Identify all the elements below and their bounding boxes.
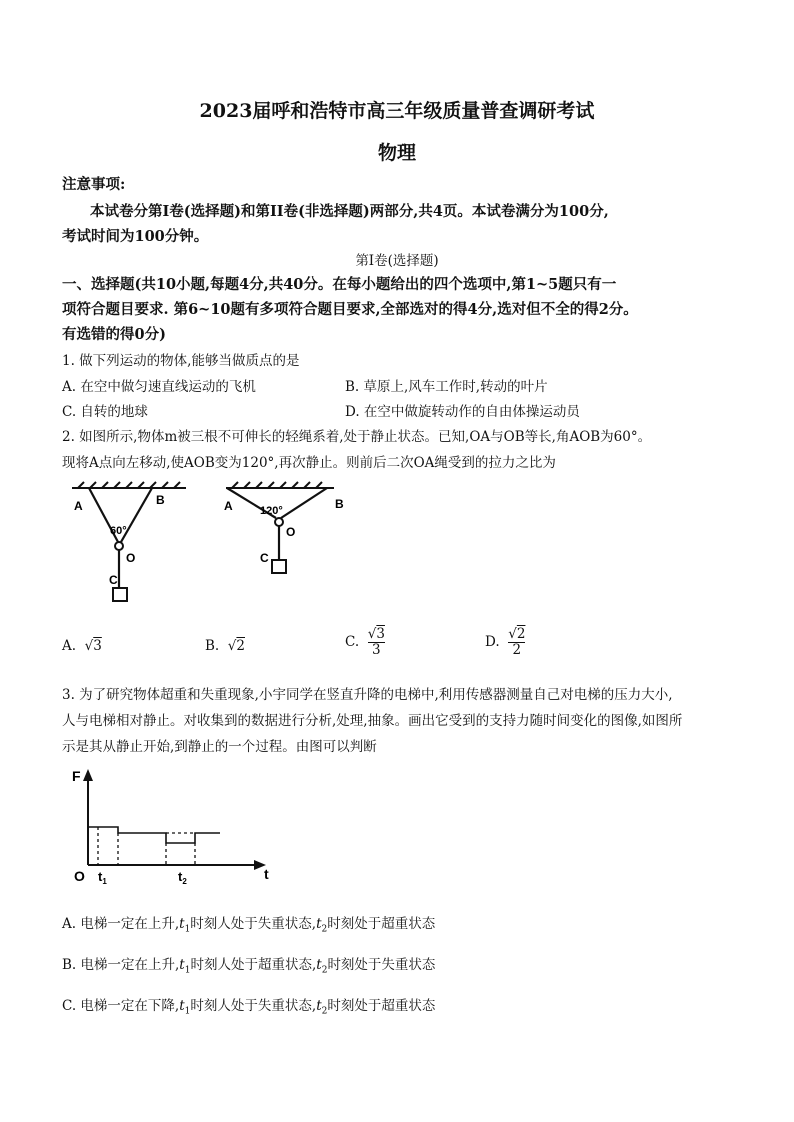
q1-option-d: D. 在空中做旋转动作的自由体操运动员 — [345, 404, 580, 420]
fig1-label-o: O — [126, 551, 136, 565]
q3-stem-1: 3. 为了研究物体超重和失重现象,小宇同学在竖直升降的电梯中,利用传感器测量自己对电梯的压力大小, — [62, 687, 673, 703]
fig2-label-a: A — [224, 499, 233, 513]
q3-stem-2: 人与电梯相对静止。对收集到的数据进行分析,处理,抽象。画出它受到的支持力随时间变化的图像,如图所 — [62, 713, 683, 729]
mass-block — [113, 588, 127, 601]
force-curve — [88, 827, 220, 843]
ceiling-hatch-2 — [226, 482, 334, 488]
q2-stem-2: 现将A点向左移动,使AOB变为120°,再次静止。则前后二次OA绳受到的拉力之比为 — [62, 455, 556, 471]
q3-force-time-graph — [68, 765, 278, 890]
q2-option-b: B. √2 — [205, 638, 245, 654]
section-intro-2: 项符合题目要求. 第6~10题有多项符合题目要求,全部选对的得4分,选对但不全的得2分。 — [62, 301, 638, 318]
fig1-label-c: C — [109, 573, 118, 587]
q3-option-b: B. 电梯一定在上升$,t_1$时刻人处于超重状态$,t_2$时刻处于失重状态 — [62, 957, 436, 976]
q1-option-b: B. 草原上,风车工作时,转动的叶片 — [345, 379, 548, 395]
q2-option-d: D. $\frac{√2}{2}$ — [485, 626, 526, 658]
notice-line-2: 考试时间为100分钟。 — [62, 228, 209, 245]
fig2-label-o: O — [286, 525, 296, 539]
q3-stem-3: 示是其从静止开始,到静止的一个过程。由图可以判断 — [62, 739, 377, 755]
notice-heading: 注意事项: — [62, 176, 126, 193]
q1-stem: 1. 做下列运动的物体,能够当做质点的是 — [62, 353, 300, 369]
fig1-label-a: A — [74, 499, 83, 513]
rope-ob-2 — [281, 488, 327, 518]
q2-stem-1: 2. 如图所示,物体m被三根不可伸长的轻绳系着,处于静止状态。已知,OA与OB等长,角AOB为60°。 — [62, 429, 652, 445]
q2-figure-after — [222, 480, 352, 584]
section-title: 第Ⅰ卷(选择题) — [355, 253, 439, 269]
fig1-angle: 60° — [110, 525, 127, 537]
exam-title: 2023届呼和浩特市高三年级质量普查调研考试 — [199, 100, 595, 122]
notice-line-1: 本试卷分第Ⅰ卷(选择题)和第II卷(非选择题)两部分,共4页。本试卷满分为100分, — [90, 203, 609, 220]
section-intro-3: 有选错的得0分) — [62, 326, 166, 343]
graph-label-t2: $t_2$ — [178, 869, 187, 886]
fig2-label-b: B — [335, 497, 344, 511]
ceiling-hatch — [72, 482, 186, 488]
graph-label-t: t — [264, 866, 269, 882]
fig2-label-c: C — [260, 551, 269, 565]
q2-figure-before — [68, 480, 193, 608]
q1-option-a: A. 在空中做匀速直线运动的飞机 — [62, 379, 256, 395]
graph-label-t1: $t_1$ — [98, 869, 107, 886]
knot-o-2 — [275, 518, 283, 526]
q2-option-a: A. √3 — [62, 638, 102, 654]
q3-option-c: C. 电梯一定在下降$,t_1$时刻人处于失重状态$,t_2$时刻处于超重状态 — [62, 998, 436, 1017]
q1-option-c: C. 自转的地球 — [62, 404, 148, 420]
graph-label-o: O — [74, 868, 85, 884]
subject-title: 物理 — [377, 142, 416, 164]
f-axis-arrow — [83, 769, 93, 781]
fig1-label-b: B — [156, 493, 165, 507]
knot-o — [115, 542, 123, 550]
mass-block-2 — [272, 560, 286, 573]
graph-label-f: F — [72, 768, 81, 784]
q2-option-c: C. $\frac{√3}{3}$ — [345, 626, 385, 658]
q3-option-a: A. 电梯一定在上升$,t_1$时刻人处于失重状态$,t_2$时刻处于超重状态 — [62, 916, 436, 935]
section-intro-1: 一、选择题(共10小题,每题4分,共40分。在每小题给出的四个选项中,第1~5题只有一 — [62, 276, 617, 293]
fig2-angle: 120° — [260, 505, 283, 517]
